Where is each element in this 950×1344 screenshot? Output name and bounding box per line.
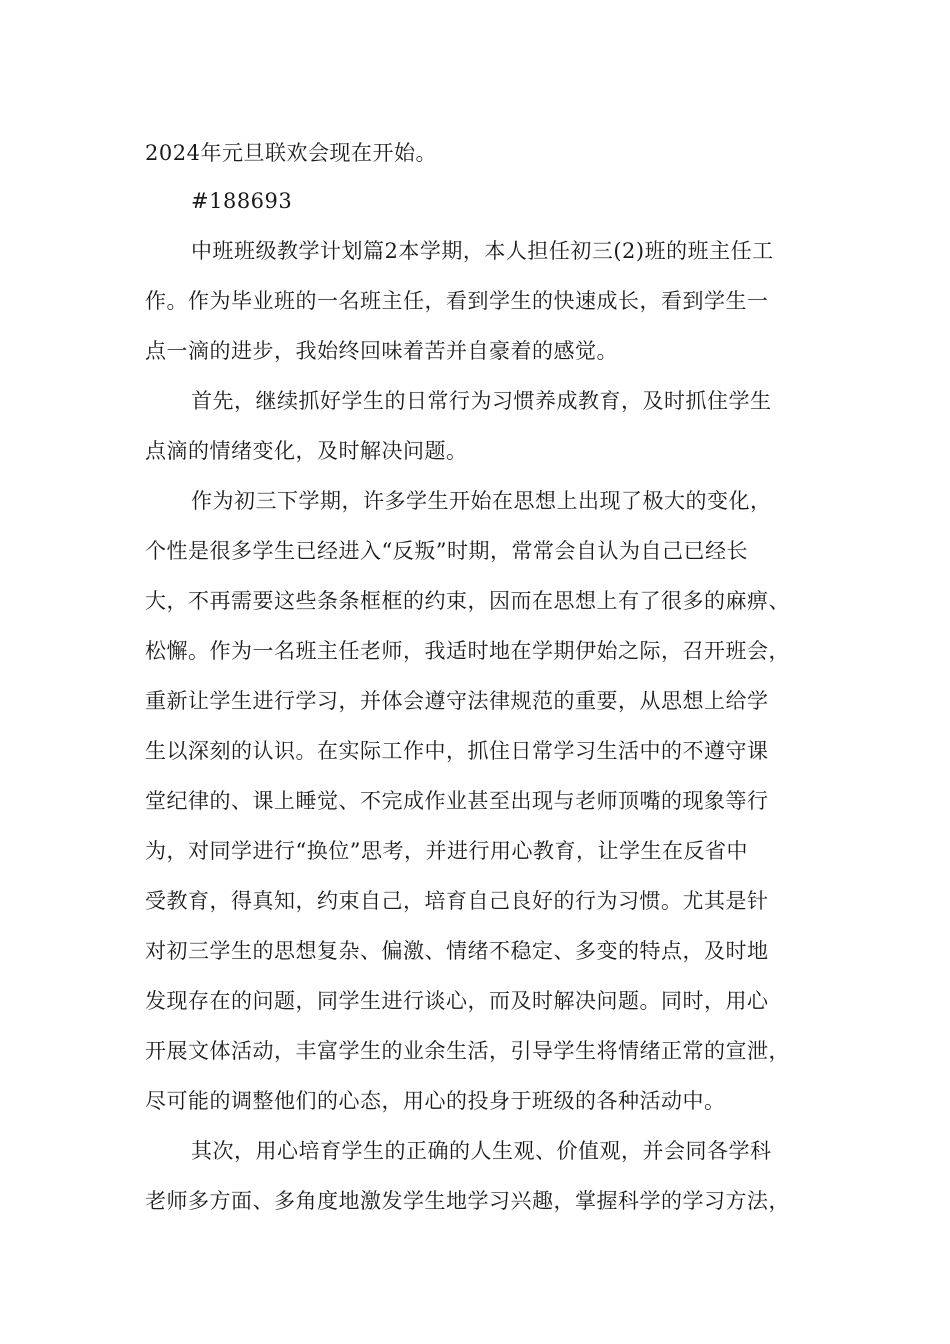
text-line: 为，对同学进行“换位”思考，并进行用心教育，让学生在反省中 (145, 839, 748, 863)
text-line: 对初三学生的思想复杂、偏激、情绪不稳定、多变的特点，及时地 (145, 939, 769, 963)
text-line: 点一滴的进步，我始终回味着苦并自豪着的感觉。 (145, 339, 618, 363)
text-line: 受教育，得真知，约束自己，培育自己良好的行为习惯。尤其是针 (145, 889, 769, 913)
text-line: 首先，继续抓好学生的日常行为习惯养成教育，及时抓住学生 (191, 389, 772, 413)
text-line: 尽可能的调整他们的心态，用心的投身于班级的各种活动中。 (145, 1089, 726, 1113)
text-line: 其次，用心培育学生的正确的人生观、价值观，并会同各学科 (191, 1139, 772, 1163)
text-line: 重新让学生进行学习，并体会遵守法律规范的重要，从思想上给学 (145, 689, 769, 713)
text-line: 作。作为毕业班的一名班主任，看到学生的快速成长，看到学生一 (145, 289, 769, 313)
text-line: 点滴的情绪变化，及时解决问题。 (145, 439, 468, 463)
text-line: 老师多方面、多角度地激发学生地学习兴趣，掌握科学的学习方法， (145, 1189, 790, 1213)
text-line: 松懈。作为一名班主任老师，我适时地在学期伊始之际，召开班会， (145, 639, 790, 663)
text-line: 开展文体活动，丰富学生的业余生活，引导学生将情绪正常的宣泄， (145, 1039, 790, 1063)
text-line: 中班班级教学计划篇2本学期，本人担任初三(2)班的班主任工 (191, 239, 774, 263)
text-line: 发现存在的问题，同学生进行谈心，而及时解决问题。同时，用心 (145, 989, 769, 1013)
text-line: #188693 (191, 189, 293, 213)
text-line: 个性是很多学生已经进入“反叛”时期，常常会自认为自己已经长 (145, 539, 748, 563)
text-line: 作为初三下学期，许多学生开始在思想上出现了极大的变化， (191, 489, 772, 513)
text-line: 2024年元旦联欢会现在开始。 (145, 141, 437, 165)
text-line: 大，不再需要这些条条框框的约束，因而在思想上有了很多的麻痹、 (145, 589, 790, 613)
text-line: 生以深刻的认识。在实际工作中，抓住日常学习生活中的不遵守课 (145, 739, 769, 763)
text-line: 堂纪律的、课上睡觉、不完成作业甚至出现与老师顶嘴的现象等行 (145, 789, 769, 813)
